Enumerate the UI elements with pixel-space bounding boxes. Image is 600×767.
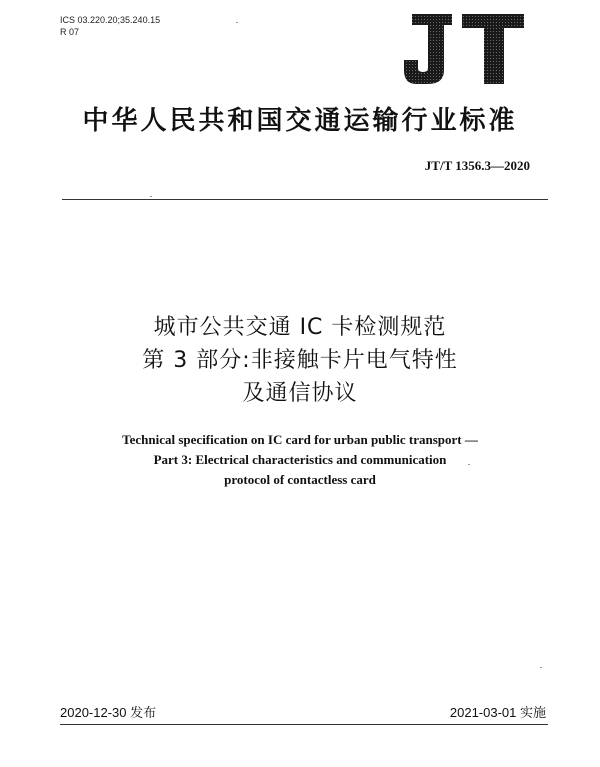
logo-letter-j: [404, 14, 452, 84]
ccs-code: R 07: [60, 27, 80, 37]
scan-speck: [150, 196, 152, 197]
title-cn-line-1: 城市公共交通 IC 卡检测规范: [153, 315, 447, 340]
title-cn-line-3: 及通信协议: [242, 381, 358, 406]
footer-divider: [60, 724, 548, 725]
classification-codes: [60, 14, 160, 38]
organization-title: 中华人民共和国交通运输行业标准: [82, 106, 518, 136]
effective-date: 2021-03-01 实施: [449, 705, 546, 720]
ics-code: ICS 03.220.20;35.240.15: [60, 15, 161, 25]
jt-logo: [402, 12, 528, 88]
scan-speck: [468, 464, 470, 465]
standard-number: JT/T 1356.3—2020: [424, 158, 530, 173]
title-en-line-1: Technical specification on IC card for urban public transport —: [122, 432, 478, 447]
scan-speck: [540, 667, 542, 668]
scan-speck: [236, 22, 238, 23]
publish-date: 2020-12-30 发布: [60, 705, 157, 720]
title-cn-line-2: 第 3 部分:非接触卡片电气特性: [142, 348, 458, 373]
title-en-line-3: protocol of contactless card: [224, 472, 376, 487]
header-divider: [62, 199, 548, 200]
title-en-line-2: Part 3: Electrical characteristics and communication: [153, 452, 447, 467]
logo-letter-t: [462, 14, 524, 84]
